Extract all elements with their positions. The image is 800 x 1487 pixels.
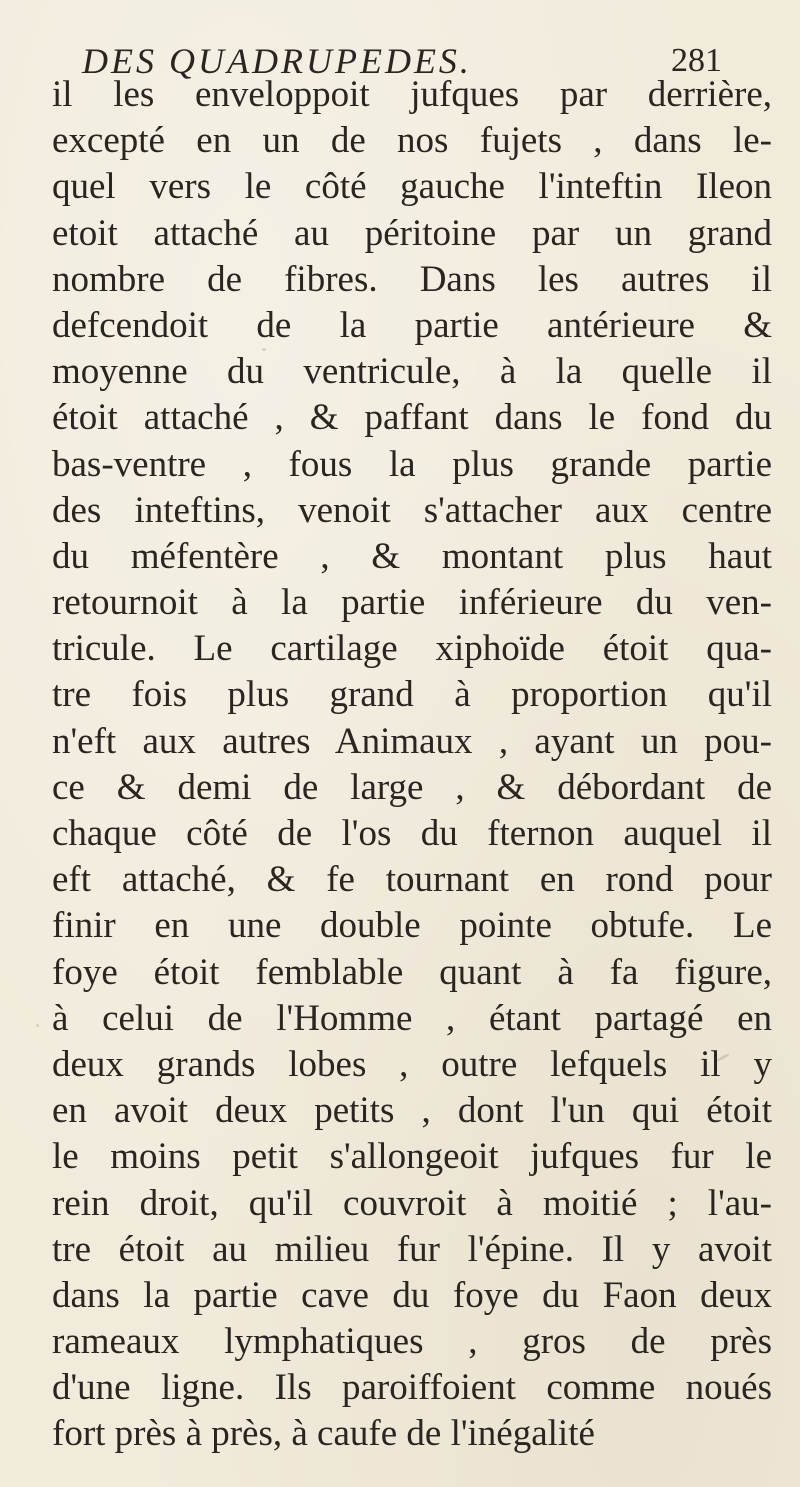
text-line: il les enveloppoit jufques par derrière,: [52, 74, 772, 115]
text-line: des inteftins, venoit s'attacher aux centre: [52, 489, 772, 531]
text-line: tre étoit au milieu fur l'épine. Il y avoit: [52, 1228, 772, 1270]
paper-speck: [36, 1024, 39, 1027]
text-line: bas-ventre , fous la plus grande partie: [52, 443, 772, 485]
text-line: quel vers le côté gauche l'inteftin Ileon: [52, 166, 772, 208]
text-line: eft attaché, & fe tournant en rond pour: [52, 859, 772, 901]
text-line: dans la partie cave du foye du Faon deux: [52, 1274, 772, 1316]
text-line: rein droit, qu'il couvroit à moitié ; l'au-: [52, 1182, 772, 1224]
text-line: deux grands lobes , outre lefquels il y: [52, 1043, 772, 1085]
text-line: retournoit à la partie inférieure du ven-: [52, 582, 772, 624]
text-line: tricule. Le cartilage xiphoïde étoit qua-: [52, 628, 772, 670]
text-line: d'une ligne. Ils paroiffoient comme noués: [52, 1367, 772, 1409]
text-line: ce & demi de large , & débordant de: [52, 766, 772, 808]
text-line: le moins petit s'allongeoit jufques fur le: [52, 1136, 772, 1178]
text-line: à celui de l'Homme , étant partagé en: [52, 997, 772, 1039]
text-line: finir en une double pointe obtufe. Le: [52, 905, 772, 947]
text-line: etoit attaché au péritoine par un grand: [52, 212, 772, 254]
paper-speck: [262, 348, 266, 351]
text-line: nombre de fibres. Dans les autres il: [52, 258, 772, 300]
text-line: defcendoit de la partie antérieure &: [52, 304, 772, 346]
body-text: [52, 72, 772, 1458]
text-line: chaque côté de l'os du fternon auquel il: [52, 813, 772, 854]
text-line: n'eft aux autres Animaux , ayant un pou-: [52, 720, 772, 762]
running-title: DES QUADRUPEDES.: [82, 41, 472, 81]
text-line: tre fois plus grand à proportion qu'il: [52, 674, 772, 716]
text-line: du méfentère , & montant plus haut: [52, 535, 772, 577]
text-line: fort près à près, à caufe de l'inégalité: [52, 1413, 595, 1455]
text-line: étoit attaché , & paffant dans le fond du: [52, 397, 772, 439]
text-line: moyenne du ventricule, à la quelle il: [52, 351, 772, 393]
text-line: en avoit deux petits , dont l'un qui étoit: [52, 1090, 772, 1132]
text-line: rameaux lymphatiques , gros de près: [52, 1321, 772, 1363]
text-line: excepté en un de nos fujets , dans le-: [52, 120, 772, 162]
page-number: 281: [671, 42, 722, 79]
text-line: foye étoit femblable quant à fa figure,: [52, 951, 772, 993]
